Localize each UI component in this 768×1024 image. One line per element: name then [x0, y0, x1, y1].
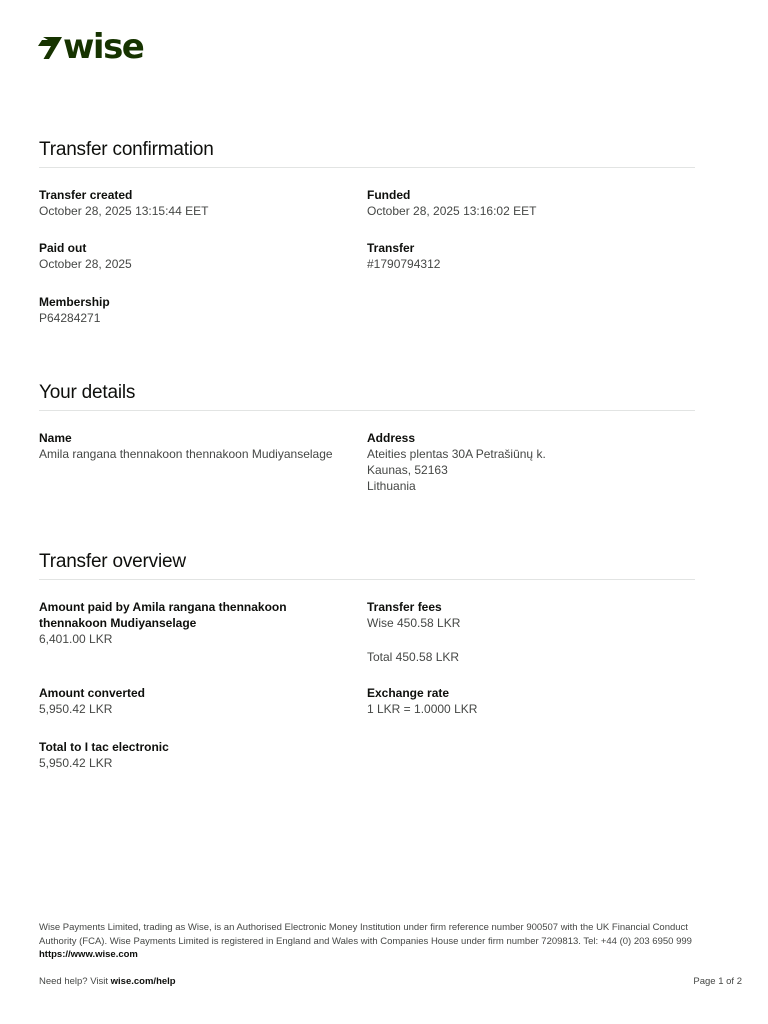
wise-logo: [38, 27, 154, 67]
total-to-recipient-field: [39, 739, 349, 771]
funded-value: October 28, 2025 13:16:02 EET: [367, 204, 537, 218]
transfer-created-field: [39, 187, 349, 219]
name-field: [39, 430, 349, 462]
funded-field: [367, 187, 677, 219]
transfer-id-field: [367, 240, 677, 272]
address-label: Address: [367, 431, 416, 445]
address-line-2: Kaunas, 52163: [367, 463, 448, 477]
address-line-1: Ateities plentas 30A Petrašiūnų k.: [367, 447, 546, 461]
paid-out-label: Paid out: [39, 241, 87, 255]
exchange-rate-field: [367, 685, 677, 717]
transfer-id-value: #1790794312: [367, 257, 441, 271]
amount-paid-label: Amount paid by Amila rangana thennakoon thennakoon Mudiyanselage: [39, 600, 287, 630]
amount-converted-label: Amount converted: [39, 686, 146, 700]
transfer-fees-field: [367, 599, 677, 665]
transfer-fees-label: Transfer fees: [367, 600, 442, 614]
page-number: Page 1 of 2: [693, 976, 742, 987]
total-to-recipient-label: Total to I tac electronic: [39, 740, 169, 754]
transfer-fees-total: Total 450.58 LKR: [367, 650, 460, 664]
wise-website-link[interactable]: https://www.wise.com: [39, 949, 138, 960]
wise-flag-icon: [38, 37, 62, 59]
membership-field: [39, 294, 349, 326]
amount-paid-value: 6,401.00 LKR: [39, 632, 113, 646]
amount-converted-field: [39, 685, 349, 717]
help-footer: [39, 976, 176, 987]
transfer-id-label: Transfer: [367, 241, 415, 255]
amount-paid-field: [39, 599, 309, 647]
transfer-created-value: October 28, 2025 13:15:44 EET: [39, 204, 209, 218]
transfer-created-label: Transfer created: [39, 188, 133, 202]
help-prefix: Need help? Visit: [39, 976, 109, 987]
amount-converted-value: 5,950.42 LKR: [39, 702, 113, 716]
funded-label: Funded: [367, 188, 411, 202]
legal-text: Wise Payments Limited, trading as Wise, is an Authorised Electronic Money Institution under firm reference number 900507 with the UK Financial Conduct Authority (FCA). Wise Payments Limited is registered in England and Wales with Companies House under firm number 7209813. Tel: +44 (0) 203 6950 999: [39, 922, 692, 947]
help-link[interactable]: wise.com/help: [110, 976, 176, 987]
exchange-rate-label: Exchange rate: [367, 686, 450, 700]
address-field: [367, 430, 677, 494]
transfer-overview-heading: Transfer overview: [39, 551, 695, 580]
wise-wordmark: wise: [63, 27, 144, 67]
membership-label: Membership: [39, 295, 110, 309]
total-to-recipient-value: 5,950.42 LKR: [39, 756, 113, 770]
paid-out-field: [39, 240, 349, 272]
transfer-confirmation-heading: Transfer confirmation: [39, 139, 695, 168]
name-label: Name: [39, 431, 72, 445]
your-details-heading: Your details: [39, 382, 695, 411]
name-value: Amila rangana thennakoon thennakoon Mudiyanselage: [39, 447, 333, 461]
address-line-3: Lithuania: [367, 479, 416, 493]
membership-value: P64284271: [39, 311, 101, 325]
exchange-rate-value: 1 LKR = 1.0000 LKR: [367, 702, 478, 716]
transfer-fees-wise: Wise 450.58 LKR: [367, 616, 461, 630]
legal-footer: [39, 921, 699, 962]
paid-out-value: October 28, 2025: [39, 257, 132, 271]
